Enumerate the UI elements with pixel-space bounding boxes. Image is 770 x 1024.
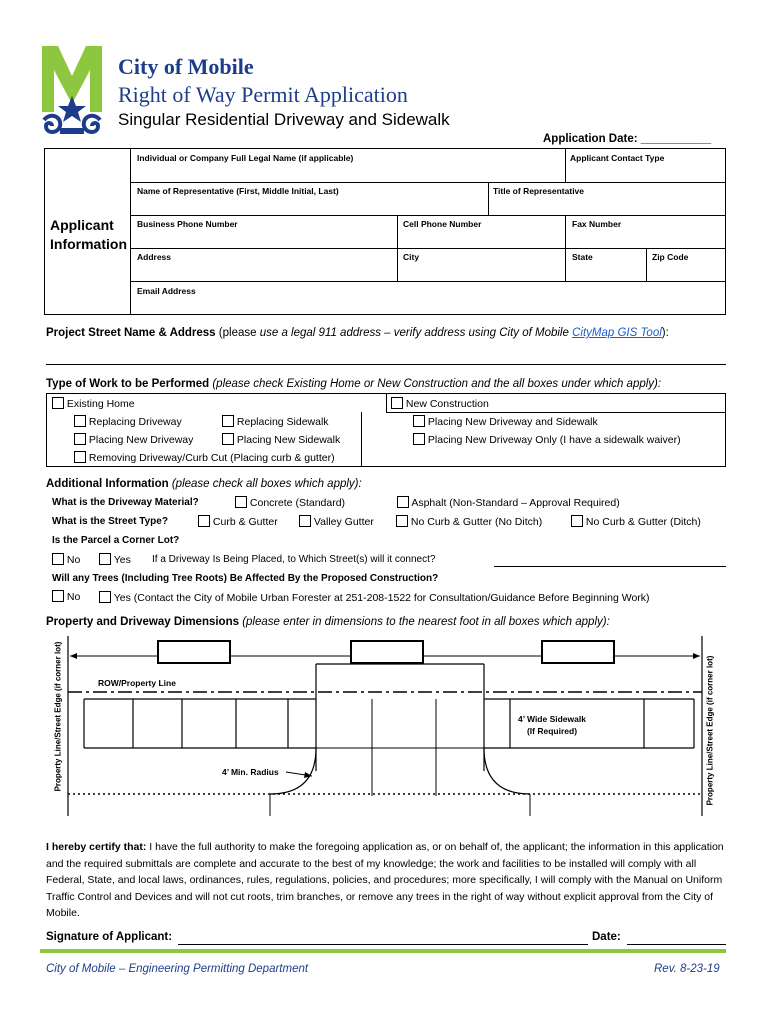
nc-driveway-sidewalk-checkbox[interactable] — [413, 415, 425, 427]
radius-label: 4’ Min. Radius — [222, 767, 279, 777]
date-input[interactable] — [627, 944, 726, 945]
field-rep-name[interactable]: Name of Representative (First, Middle Initial, Last) — [137, 186, 339, 196]
field-rep-title[interactable]: Title of Representative — [493, 186, 585, 196]
field-business-phone[interactable]: Business Phone Number — [137, 219, 238, 229]
driveway-diagram — [44, 636, 726, 816]
which-street-label: If a Driveway Is Being Placed, to Which Street(s) will it connect? — [152, 554, 436, 565]
page-subtitle: Right of Way Permit Application — [118, 82, 408, 107]
replacing-driveway-checkbox[interactable] — [74, 415, 86, 427]
application-date[interactable]: Application Date: ___________ — [543, 133, 712, 145]
row-line-label: ROW/Property Line — [98, 678, 176, 688]
concrete-checkbox[interactable] — [235, 496, 247, 508]
no-curb-no-ditch-checkbox[interactable] — [396, 515, 408, 527]
removing-driveway-checkbox[interactable] — [74, 451, 86, 463]
corner-no-checkbox[interactable] — [52, 553, 64, 565]
certification-text: I hereby certify that: I have the full authority to make the foregoing application as, or on behalf of, the applicant; the information in this application and the required submittals are complete and accurate to the best of my knowledge; the work and facilities to be installed will comply with all Federal, State, and local laws, ordinances, rules, regulations, policies, and procedures; more specifically, I will comply with the Manual on Uniform Traffic Control and Devices and will not cut roots, trim branches, or remove any trees in the right of way without explicit approval from the City of Mobile. — [46, 841, 724, 919]
form-name: Singular Residential Driveway and Sidewalk — [118, 110, 450, 129]
citymap-link[interactable]: CityMap GIS Tool — [572, 327, 662, 339]
field-fax[interactable]: Fax Number — [572, 219, 622, 229]
right-side-label: Property Line/Street Edge (if corner lot) — [705, 655, 715, 806]
field-contact-type[interactable]: Applicant Contact Type — [570, 153, 665, 163]
curb-gutter-checkbox[interactable] — [198, 515, 210, 527]
valley-gutter-checkbox[interactable] — [299, 515, 311, 527]
field-email[interactable]: Email Address — [137, 286, 196, 296]
placing-sidewalk-checkbox[interactable] — [222, 433, 234, 445]
page-title: City of Mobile — [118, 54, 254, 79]
material-question: What is the Driveway Material? — [52, 497, 199, 508]
no-curb-ditch-checkbox[interactable] — [571, 515, 583, 527]
new-construction-checkbox[interactable] — [391, 397, 403, 409]
field-address[interactable]: Address — [137, 252, 172, 262]
trees-yes-checkbox[interactable] — [99, 591, 111, 603]
city-logo — [40, 46, 104, 142]
asphalt-checkbox[interactable] — [397, 496, 409, 508]
field-zip[interactable]: Zip Code — [652, 252, 689, 262]
type-of-work-label: Type of Work to be Performed (please check Existing Home or New Construction and the all boxes under which apply): — [46, 378, 662, 390]
footer-revision: Rev. 8-23-19 — [654, 963, 720, 975]
corner-lot-question: Is the Parcel a Corner Lot? — [52, 535, 180, 546]
existing-home-checkbox[interactable] — [52, 397, 64, 409]
applicant-section-label: Applicant Information — [50, 217, 127, 252]
dimensions-label: Property and Driveway Dimensions (please enter in dimensions to the nearest foot in all boxes which apply): — [46, 616, 610, 628]
project-address-input[interactable] — [46, 364, 726, 365]
field-cell-phone[interactable]: Cell Phone Number — [403, 219, 482, 229]
nc-driveway-only-checkbox[interactable] — [413, 433, 425, 445]
field-state[interactable]: State — [572, 252, 593, 262]
project-address-label: Project Street Name & Address (please use a legal 911 address – verify address using City of Mobile CityMap GIS Tool): — [46, 327, 669, 339]
sidewalk-label: 4’ Wide Sidewalk (If Required) — [518, 714, 586, 736]
trees-question: Will any Trees (Including Tree Roots) Be Affected By the Proposed Construction? — [52, 573, 439, 584]
trees-no-checkbox[interactable] — [52, 590, 64, 602]
which-street-input[interactable] — [494, 566, 726, 567]
corner-yes-checkbox[interactable] — [99, 553, 111, 565]
date-label: Date: — [592, 931, 621, 943]
field-city[interactable]: City — [403, 252, 420, 262]
field-full-name[interactable]: Individual or Company Full Legal Name (if applicable) — [137, 153, 354, 163]
placing-driveway-checkbox[interactable] — [74, 433, 86, 445]
footer-department: City of Mobile – Engineering Permitting Department — [46, 963, 309, 975]
signature-input[interactable] — [178, 944, 588, 945]
left-side-label: Property Line/Street Edge (if corner lot) — [53, 641, 63, 792]
street-type-question: What is the Street Type? — [52, 516, 168, 527]
footer-divider — [40, 949, 726, 953]
additional-info-label: Additional Information (please check all boxes which apply): — [46, 478, 362, 490]
signature-label: Signature of Applicant: — [46, 931, 173, 943]
replacing-sidewalk-checkbox[interactable] — [222, 415, 234, 427]
